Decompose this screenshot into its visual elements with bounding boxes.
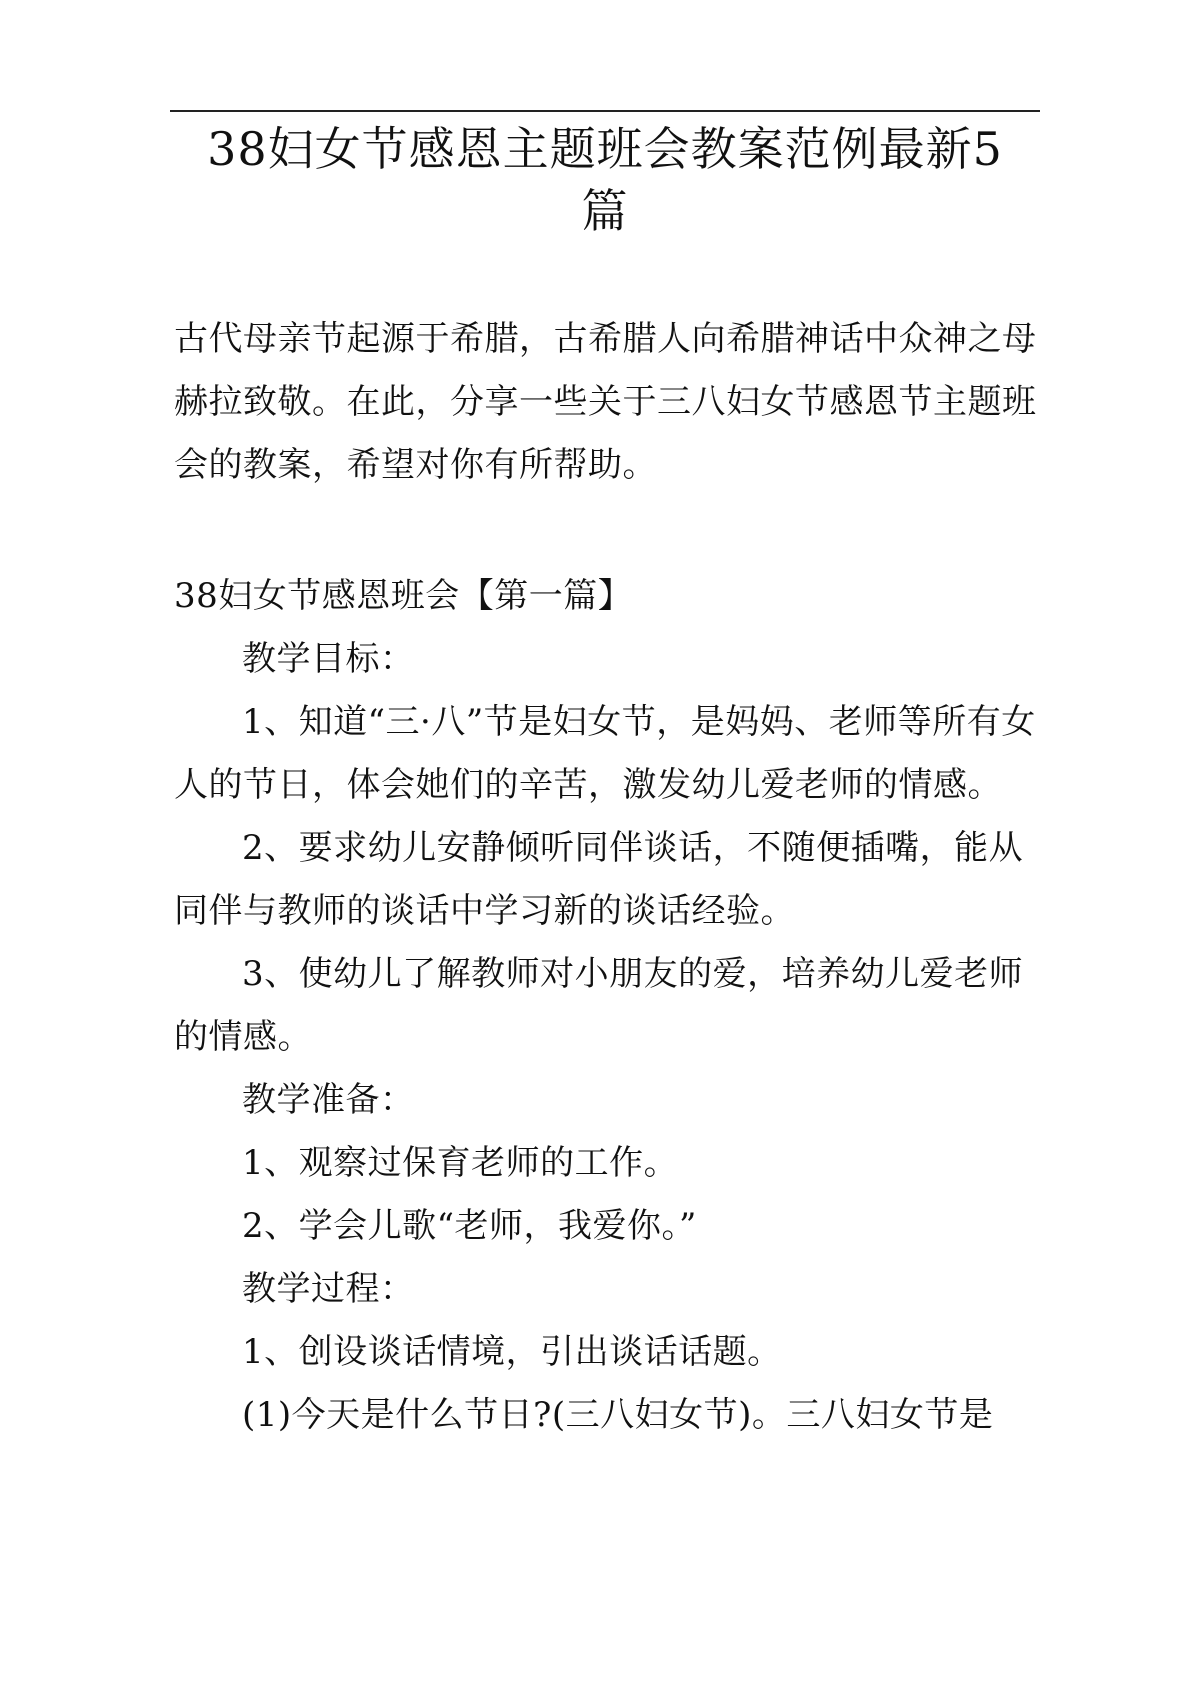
- title-line-2: 篇: [581, 184, 629, 238]
- intro-paragraph: 古代母亲节起源于希腊，古希腊人向希腊神话中众神之母赫拉致敬。在此，分享一些关于三八妇女节感恩节主题班会的教案，希望对你有所帮助。: [174, 319, 1037, 485]
- process-subitem-1: (1)今天是什么节日?(三八妇女节)。三八妇女节是: [242, 1395, 994, 1435]
- title-line-1: 38妇女节感恩主题班会教案范例最新5: [207, 122, 1003, 176]
- lesson-content: [174, 565, 1040, 1447]
- document-title: [170, 118, 1040, 242]
- preparation-item-1: 1、观察过保育老师的工作。: [242, 1143, 679, 1183]
- goal-item-2: 2、要求幼儿安静倾听同伴谈话，不随便插嘴，能从同伴与教师的谈话中学习新的谈话经验。: [174, 828, 1024, 931]
- process-heading: 教学过程：: [242, 1269, 415, 1309]
- teaching-goals-heading: 教学目标：: [242, 639, 415, 679]
- preparation-item-2: 2、学会儿歌“老师，我爱你。”: [242, 1206, 697, 1246]
- preparation-heading: 教学准备：: [242, 1080, 415, 1120]
- process-item-1: 1、创设谈话情境，引出谈话话题。: [242, 1332, 782, 1372]
- goal-item-1: 1、知道“三·八”节是妇女节，是妈妈、老师等所有女人的节日，体会她们的辛苦，激发幼儿爱老师的情感。: [174, 702, 1036, 805]
- section-heading: 38妇女节感恩班会【第一篇】: [174, 576, 633, 616]
- goal-item-3: 3、使幼儿了解教师对小朋友的爱，培养幼儿爱老师的情感。: [174, 954, 1024, 1057]
- header-rule: [170, 110, 1040, 112]
